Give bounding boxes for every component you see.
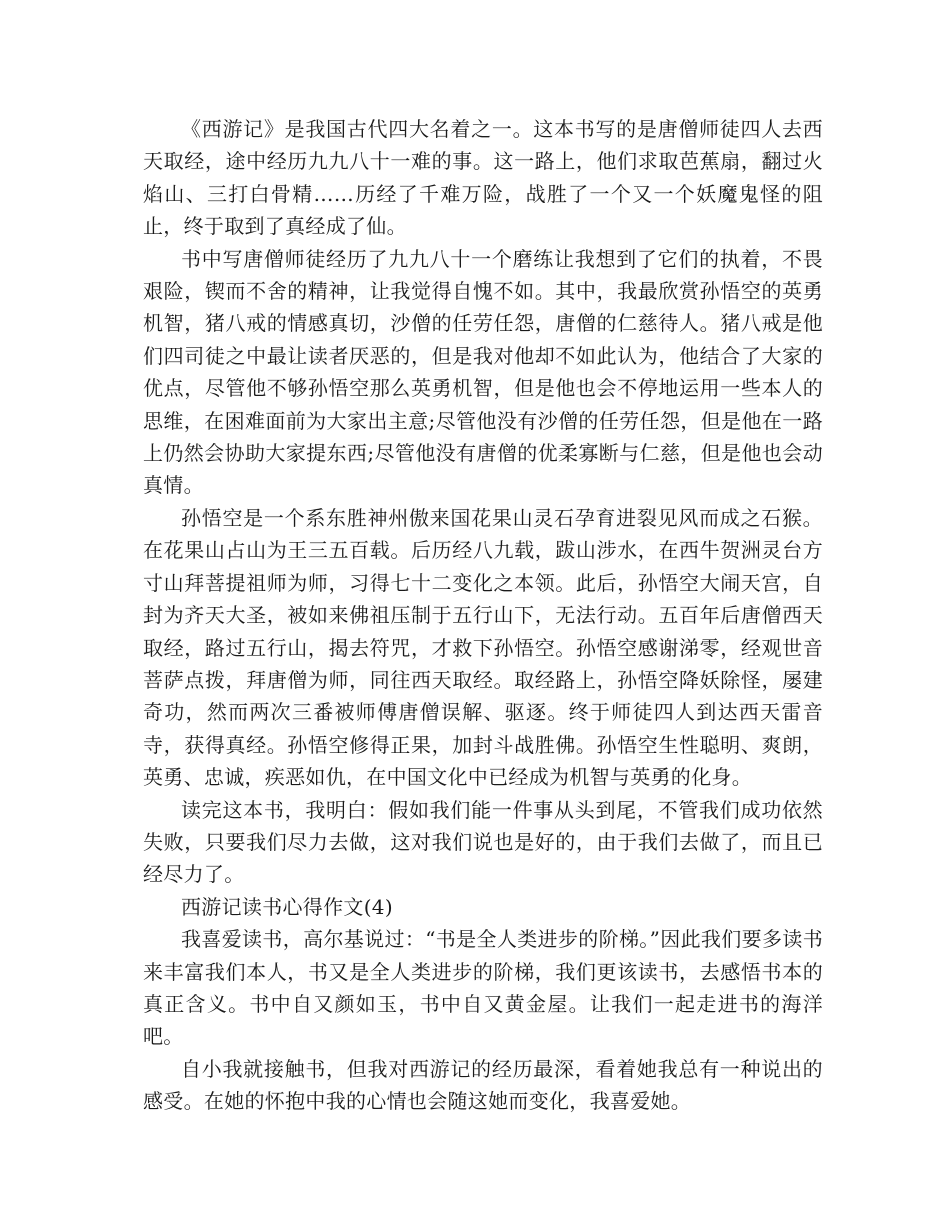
paragraph-intro: 《西游记》是我国古代四大名着之一。这本书写的是唐僧师徒四人去西天取经，途中经历九九八十一难的事。这一路上，他们求取芭蕉扇，翻过火焰山、三打白骨精……历经了千难万险，战胜了一个又一个妖魔鬼怪的阻止，终于取到了真经成了仙。: [143, 117, 823, 239]
paragraph-characters: 书中写唐僧师徒经历了九九八十一个磨练让我想到了它们的执着，不畏艰险，锲而不舍的精神，让我觉得自愧不如。其中，我最欣赏孙悟空的英勇机智，猪八戒的情感真切，沙僧的任劳任怨，唐僧的仁慈待人。猪八戒是他们四司徒之中最让读者厌恶的，但是我对他却不如此认为，他结合了大家的优点，尽管他不够孙悟空那么英勇机智，但是他也会不停地运用一些本人的思维，在困难面前为大家出主意;尽管他没有沙僧的任劳任怨，但是他在一路上仍然会协助大家提东西;尽管他没有唐僧的优柔寡断与仁慈，但是他也会动真情。: [143, 246, 823, 498]
document-body: [143, 113, 823, 1118]
paragraph-sun-wukong: 孙悟空是一个系东胜神州傲来国花果山灵石孕育进裂见风而成之石猴。在花果山占山为王三五百载。后历经八九载，跋山涉水，在西牛贺洲灵台方寸山拜菩提祖师为师，习得七十二变化之本领。此后，孙悟空大闹天宫，自封为齐天大圣，被如来佛祖压制于五行山下，无法行动。五百年后唐僧西天取经，路过五行山，揭去符咒，才救下孙悟空。孙悟空感谢涕零，经观世音菩萨点拨，拜唐僧为师，同往西天取经。取经路上，孙悟空降妖除怪，屡建奇功，然而两次三番被师傅唐僧误解、驱逐。终于师徒四人到达西天雷音寺，获得真经。孙悟空修得正果，加封斗战胜佛。孙悟空生性聪明、爽朗，英勇、忠诚，疾恶如仇，在中国文化中已经成为机智与英勇的化身。: [143, 505, 823, 790]
section-heading: 西游记读书心得作文(4): [181, 894, 393, 919]
paragraph-lesson: 读完这本书，我明白：假如我们能一件事从头到尾，不管我们成功依然失败，只要我们尽力去做，这对我们说也是好的，由于我们去做了，而且已经尽力了。: [143, 797, 823, 887]
paragraph-childhood: 自小我就接触书，但我对西游记的经历最深，看着她我总有一种说出的感受。在她的怀抱中我的心情也会随这她而变化，我喜爱她。: [143, 1056, 823, 1114]
paragraph-love-reading: 我喜爱读书，高尔基说过：“书是全人类进步的阶梯。”因此我们要多读书来丰富我们本人，书又是全人类进步的阶梯，我们更该读书，去感悟书本的真正含义。书中自又颜如玉，书中自又黄金屋。让我们一起走进书的海洋吧。: [143, 927, 823, 1049]
